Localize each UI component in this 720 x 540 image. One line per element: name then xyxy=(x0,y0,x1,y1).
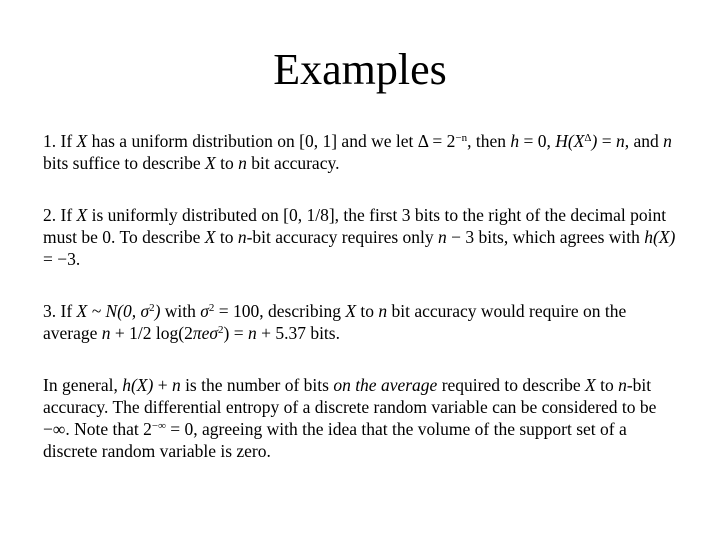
para1-run: 1. If xyxy=(43,131,77,151)
para3-run: = 100, describing xyxy=(214,301,346,321)
para4-run: = 0, agreeing with the idea that the volume of the support set of a discrete random variable is zero. xyxy=(43,419,627,461)
para1-run: H(X xyxy=(555,131,585,151)
para3-run: 2 xyxy=(149,302,155,314)
para4-run: required to describe xyxy=(437,375,586,395)
para2-run: is uniformly distributed on [0, 1/8], the first 3 bits to the right of the decimal point must be 0. To describe xyxy=(43,205,667,247)
para1-run: X xyxy=(76,131,88,151)
para4-run: −∞ xyxy=(151,420,166,432)
para2-run: to xyxy=(215,227,238,247)
para4-run: X xyxy=(585,375,596,395)
para4-run: n xyxy=(618,375,627,395)
para3-run: to xyxy=(356,301,379,321)
para3-run: X xyxy=(345,301,357,321)
para2-run: − 3 bits, which agrees with xyxy=(446,227,645,247)
para4-run: n xyxy=(171,375,181,395)
para1-run: ) xyxy=(591,131,598,151)
para3-run: 2 xyxy=(218,324,224,336)
para4-run: + xyxy=(153,375,172,395)
para3-run: 2 xyxy=(208,302,215,314)
para2-run: 2. If xyxy=(43,205,77,225)
example-3-paragraph xyxy=(43,300,683,344)
para3-run: ) = xyxy=(223,323,248,343)
para1-run: n xyxy=(663,131,672,151)
para1-run: −n xyxy=(455,132,468,144)
para4-run: -bit accuracy. The differential entropy of a discrete random variable can be considered to be −∞. Note that 2 xyxy=(43,375,657,439)
para3-run: n xyxy=(101,323,111,343)
para1-run: , then xyxy=(467,131,511,151)
para3-run: σ xyxy=(200,301,209,321)
para4-run: on the average xyxy=(333,375,438,395)
para1-run: , and xyxy=(624,131,664,151)
para4-run: In general, xyxy=(43,375,123,395)
para3-run: ) xyxy=(154,301,161,321)
para3-run: bit accuracy would require on the average xyxy=(43,301,627,343)
para3-run: + 1/2 log(2 xyxy=(110,323,193,343)
slide-title: Examples xyxy=(273,45,447,94)
para3-run: with xyxy=(160,301,201,321)
para2-run: X xyxy=(76,205,88,225)
para1-run: to xyxy=(215,153,239,173)
para1-run: = xyxy=(597,131,616,151)
para4-run: to xyxy=(595,375,619,395)
para1-run: has a uniform distribution on [0, 1] and we let Δ = 2 xyxy=(87,131,456,151)
para1-run: bits suffice to describe xyxy=(43,153,205,173)
para3-run: X ~ N(0, σ xyxy=(76,301,150,321)
para1-run: = 0, xyxy=(519,131,556,151)
para2-run: = −3. xyxy=(43,249,81,269)
para3-run: n xyxy=(247,323,257,343)
para3-run: πeσ xyxy=(192,323,218,343)
para3-run: n xyxy=(378,301,388,321)
para1-run: bit accuracy. xyxy=(246,153,340,173)
para4-run: h(X) xyxy=(122,375,154,395)
para4-run: is the number of bits xyxy=(180,375,334,395)
para2-run: n xyxy=(237,227,247,247)
para1-run: n xyxy=(615,131,625,151)
para1-run: h xyxy=(510,131,520,151)
example-2-paragraph xyxy=(43,204,683,270)
example-1-paragraph xyxy=(43,130,683,174)
para1-run: Δ xyxy=(584,132,592,144)
para1-run: X xyxy=(205,153,216,173)
para2-run: -bit accuracy requires only xyxy=(246,227,439,247)
para3-run: + 5.37 bits. xyxy=(256,323,340,343)
para3-run: 3. If xyxy=(43,301,77,321)
general-remark-paragraph xyxy=(43,374,683,462)
para2-run: X xyxy=(204,227,216,247)
para2-run: h(X) xyxy=(644,227,676,247)
para1-run: n xyxy=(238,153,247,173)
para2-run: n xyxy=(438,227,447,247)
